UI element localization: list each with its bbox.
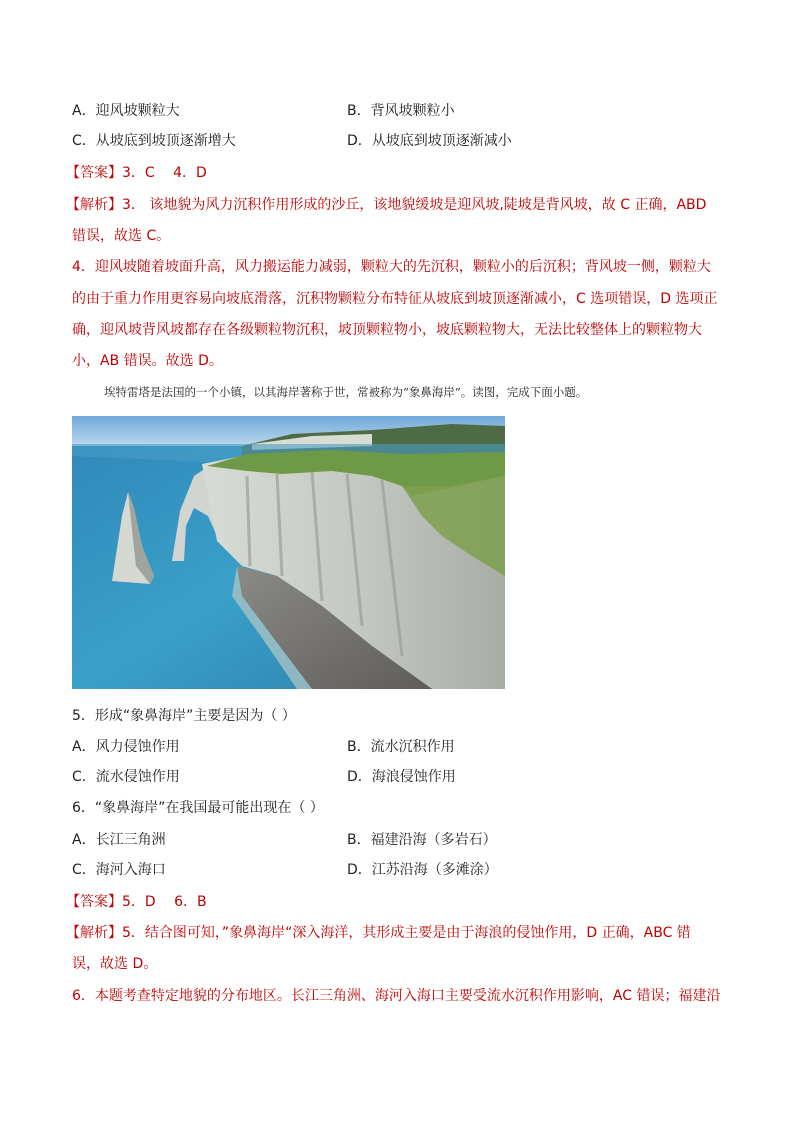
explanation-5-line2: 误，故选 D。 (72, 956, 158, 972)
explanation-4-line4: 小，AB 错误。故选 D。 (72, 353, 223, 369)
q6-option-c: C．海河入海口 (72, 862, 166, 878)
explanation-3-line1: 【解析】3． 该地貌为风力沉积作用形成的沙丘，该地貌缓坡是迎风坡,陡坡是背风坡，故 C 正确，ABD (66, 197, 707, 213)
q5-option-d: D．海浪侵蚀作用 (347, 769, 456, 785)
q4-option-a: A．迎风坡颗粒大 (72, 103, 180, 119)
q5-option-b: B．流水沉积作用 (347, 739, 455, 755)
explanation-5-line1: 【解析】5．结合图可知，”象鼻海岸“深入海洋，其形成主要是由于海浪的侵蚀作用，D 正确，ABC 错 (66, 925, 691, 941)
q4-option-b: B．背风坡颗粒小 (347, 103, 455, 119)
passage-intro: 埃特雷塔是法国的一个小镇，以其海岸著称于世，常被称为“象鼻海岸”。读图，完成下面小题。 (104, 385, 588, 399)
explanation-4-line1: 4．迎风坡随着坡面升高，风力搬运能力减弱，颗粒大的先沉积，颗粒小的后沉积；背风坡一侧，颗粒大 (72, 259, 711, 275)
explanation-6-line1: 6．本题考查特定地貌的分布地区。长江三角洲、海河入海口主要受流水沉积作用影响，AC 错误；福建沿 (72, 988, 721, 1004)
explanation-3-line2: 错误，故选 C。 (72, 228, 171, 244)
q4-option-c: C．从坡底到坡顶逐渐增大 (72, 133, 236, 149)
explanation-4-line3: 确，迎风坡背风坡都存在各级颗粒物沉积，坡顶颗粒物小，坡底颗粒物大，无法比较整体上的颗粒物大 (72, 322, 702, 338)
q6-option-d: D．江苏沿海（多滩涂） (347, 862, 498, 878)
q6-option-b: B．福建沿海（多岩石） (347, 832, 497, 848)
q4-option-d: D．从坡底到坡顶逐渐减小 (347, 133, 512, 149)
q5-option-a: A．风力侵蚀作用 (72, 739, 180, 755)
answer-3-4: 【答案】3．C 4．D (66, 165, 207, 181)
answer-5-6: 【答案】5．D 6．B (66, 894, 207, 910)
etretat-coast-photo (72, 416, 505, 689)
q5-stem: 5．形成“象鼻海岸”主要是因为（ ） (72, 708, 296, 724)
q6-option-a: A．长江三角洲 (72, 832, 166, 848)
q5-option-c: C．流水侵蚀作用 (72, 769, 180, 785)
explanation-4-line2: 的由于重力作用更容易向坡底滑落，沉积物颗粒分布特征从坡底到坡顶逐渐减小，C 选项错误，D 选项正 (72, 291, 718, 307)
q6-stem: 6．“象鼻海岸”在我国最可能出现在（ ） (72, 800, 324, 816)
